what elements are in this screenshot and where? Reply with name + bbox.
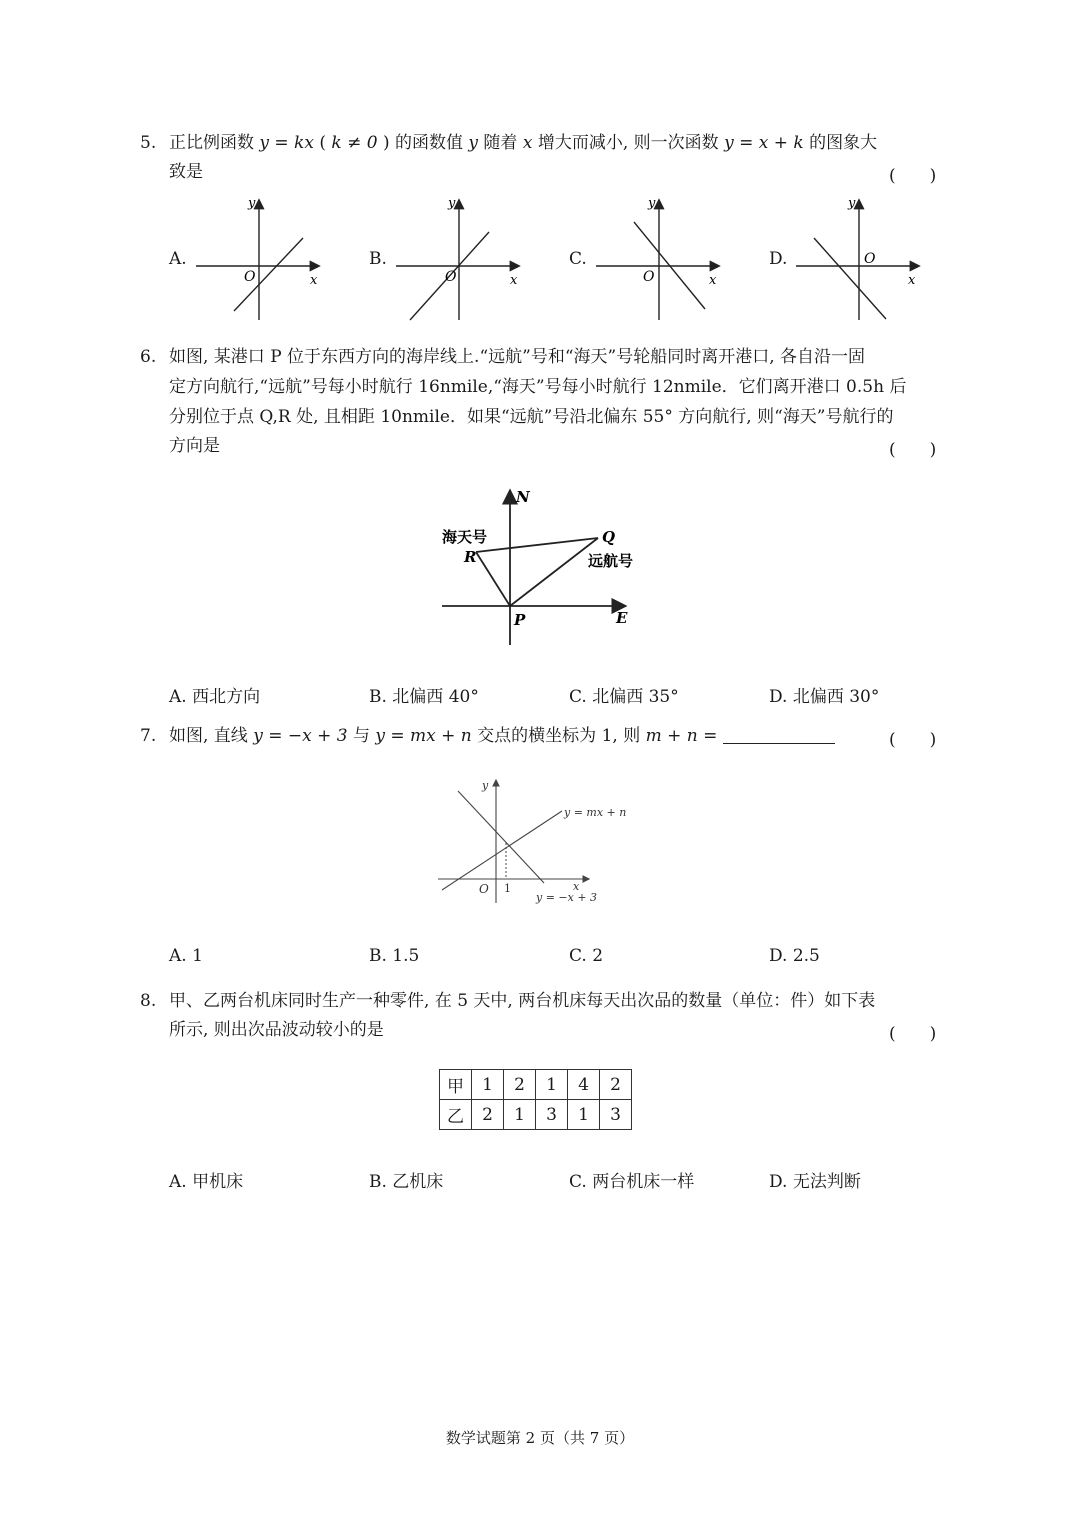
q5-option-b-label: B. — [369, 249, 387, 269]
q5-option-b-graph — [396, 193, 526, 323]
table-cell: 4 — [568, 1070, 600, 1100]
svg-text:x: x — [310, 273, 318, 288]
svg-text:x: x — [709, 273, 717, 288]
q6-option-d: D. 北偏西 30° — [769, 687, 880, 707]
q8-data-table — [439, 1069, 632, 1130]
q7-number: 7. — [140, 726, 157, 746]
table-cell: 1 — [536, 1070, 568, 1100]
q7-option-c: C. 2 — [569, 946, 604, 966]
table-cell: 1 — [472, 1070, 504, 1100]
q8-option-b: B. 乙机床 — [369, 1172, 444, 1192]
q6-stem-line3: 分别位于点 Q,R 处, 且相距 10nmile．如果“远航”号沿北偏东 55° 方向航行, 则“海天”号航行的 — [169, 407, 894, 427]
svg-text:x: x — [908, 273, 916, 288]
table-row — [440, 1070, 632, 1100]
page-footer: 数学试题第 2 页（共 7 页） — [445, 1429, 635, 1447]
q5-stem-line2: 致是 — [169, 162, 203, 182]
q8-option-c: C. 两台机床一样 — [569, 1172, 695, 1192]
svg-text:y: y — [648, 196, 656, 211]
svg-text:y: y — [248, 196, 256, 211]
svg-text:O: O — [864, 251, 876, 267]
svg-text:N: N — [516, 488, 530, 506]
table-row — [440, 1100, 632, 1130]
svg-text:P: P — [514, 611, 526, 629]
table-cell: 甲 — [440, 1070, 472, 1100]
svg-text:O: O — [244, 269, 256, 285]
q8-answer-paren: ( ) — [889, 1024, 937, 1044]
svg-text:y: y — [448, 196, 456, 211]
svg-text:E: E — [616, 609, 628, 627]
q5-option-c-graph — [596, 193, 726, 323]
q5-answer-paren: ( ) — [889, 166, 937, 186]
q6-stem-line2: 定方向航行,“远航”号每小时航行 16nmile,“海天”号每小时航行 12nmile．它们离开港口 0.5h 后 — [169, 377, 907, 397]
q6-figure — [430, 480, 650, 650]
svg-text:远航号: 远航号 — [588, 552, 634, 570]
svg-text:O: O — [479, 882, 489, 896]
q8-option-a: A. 甲机床 — [169, 1172, 244, 1192]
q7-option-d: D. 2.5 — [769, 946, 820, 966]
svg-text:y = mx + n: y = mx + n — [564, 806, 627, 819]
table-cell: 1 — [504, 1100, 536, 1130]
table-cell: 3 — [536, 1100, 568, 1130]
table-cell: 2 — [472, 1100, 504, 1130]
q5-number: 5. — [140, 133, 157, 153]
q5-option-c-label: C. — [569, 249, 587, 269]
q6-number: 6. — [140, 347, 157, 367]
svg-text:O: O — [445, 269, 457, 285]
q6-stem-line4: 方向是 — [169, 436, 220, 456]
svg-text:y: y — [848, 196, 856, 211]
q7-option-a: A. 1 — [169, 946, 203, 966]
table-cell: 2 — [504, 1070, 536, 1100]
table-cell: 1 — [568, 1100, 600, 1130]
q7-answer-paren: ( ) — [889, 730, 937, 750]
svg-text:x: x — [573, 880, 580, 893]
q8-option-d: D. 无法判断 — [769, 1172, 861, 1192]
svg-text:海天号: 海天号 — [442, 528, 488, 546]
q7-answer-blank[interactable] — [723, 725, 835, 744]
svg-text:1: 1 — [504, 882, 511, 895]
q5-option-a-graph — [196, 193, 326, 323]
q5-stem-line1: 正比例函数 y = kx ( k ≠ 0 ) 的函数值 y 随着 x 增大而减小, 则一次函数 y = x + k 的图象大 — [169, 133, 878, 153]
q7-option-b: B. 1.5 — [369, 946, 420, 966]
svg-text:R: R — [464, 548, 477, 566]
q7-stem: 如图, 直线 y = −x + 3 与 y = mx + n 交点的横坐标为 1, 则 m + n = — [169, 723, 835, 750]
svg-text:Q: Q — [602, 528, 616, 546]
table-cell: 3 — [600, 1100, 632, 1130]
q8-stem-line2: 所示, 则出次品波动较小的是 — [169, 1020, 384, 1040]
svg-text:x: x — [510, 273, 518, 288]
table-cell: 2 — [600, 1070, 632, 1100]
q8-number: 8. — [140, 991, 157, 1011]
table-cell: 乙 — [440, 1100, 472, 1130]
q5-option-d-graph — [796, 193, 926, 323]
q6-option-b: B. 北偏西 40° — [369, 687, 479, 707]
q5-option-a-label: A. — [169, 249, 187, 269]
q7-figure — [432, 773, 662, 913]
q8-data-table-wrapper — [439, 1069, 632, 1130]
svg-text:y: y — [482, 779, 489, 792]
q6-option-a: A. 西北方向 — [169, 687, 261, 707]
q6-stem-line1: 如图, 某港口 P 位于东西方向的海岸线上.“远航”号和“海天”号轮船同时离开港口, 各自沿一固 — [169, 347, 866, 367]
q6-option-c: C. 北偏西 35° — [569, 687, 679, 707]
svg-text:y = −x + 3: y = −x + 3 — [536, 891, 598, 904]
svg-text:O: O — [643, 269, 655, 285]
q5-option-d-label: D. — [769, 249, 788, 269]
q8-stem-line1: 甲、乙两台机床同时生产一种零件, 在 5 天中, 两台机床每天出次品的数量（单位：件）如下表 — [169, 991, 876, 1011]
q6-answer-paren: ( ) — [889, 440, 937, 460]
